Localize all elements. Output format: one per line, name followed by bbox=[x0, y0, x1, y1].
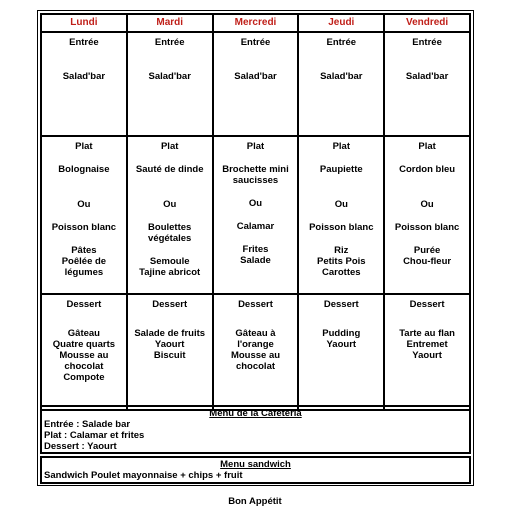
plat-side: Purée bbox=[413, 245, 441, 256]
entree-item: Salad'bar bbox=[234, 71, 277, 82]
plat-side: Carottes bbox=[322, 267, 361, 278]
plat-alt: Poisson blanc bbox=[394, 222, 460, 233]
plat-main: Sauté de dinde bbox=[135, 164, 204, 175]
plat-or: Ou bbox=[420, 199, 434, 210]
plat-cell-mardi bbox=[126, 135, 214, 295]
dessert-item: Salade de fruits bbox=[134, 328, 206, 339]
cafeteria-menu-box bbox=[40, 405, 471, 454]
plat-side: légumes bbox=[64, 267, 104, 278]
dessert-item: Pudding bbox=[322, 328, 361, 339]
sandwich-menu-line: Sandwich Poulet mayonnaise + chips + fruit bbox=[44, 470, 243, 481]
cafeteria-menu-title: Menu de la Cafétéria bbox=[209, 408, 302, 419]
sandwich-menu-title: Menu sandwich bbox=[220, 459, 291, 470]
weekly-menu-table bbox=[40, 13, 471, 411]
day-header-lundi: Lundi bbox=[40, 13, 128, 33]
plat-side: Petits Pois bbox=[317, 256, 366, 267]
dessert-heading: Dessert bbox=[66, 299, 102, 310]
plat-or: Ou bbox=[248, 198, 263, 209]
dessert-heading: Dessert bbox=[409, 299, 445, 310]
entree-cell-vendredi bbox=[383, 31, 471, 137]
day-header-mercredi: Mercredi bbox=[212, 13, 300, 33]
plat-alt: végétales bbox=[148, 233, 192, 244]
plat-alt: Boulettes bbox=[148, 222, 192, 233]
dessert-heading: Dessert bbox=[238, 299, 273, 310]
plat-main: Paupiette bbox=[319, 164, 363, 175]
plat-or: Ou bbox=[334, 199, 348, 210]
cafeteria-line-dessert: Dessert : Yaourt bbox=[44, 441, 117, 452]
dessert-item: Yaourt bbox=[154, 339, 185, 350]
dessert-heading: Dessert bbox=[323, 299, 359, 310]
dessert-item: Yaourt bbox=[412, 350, 442, 361]
plat-main: Bolognaise bbox=[58, 164, 110, 175]
dessert-item: Mousse au bbox=[230, 350, 281, 361]
dessert-cell-jeudi bbox=[297, 293, 385, 411]
dessert-cell-mercredi bbox=[212, 293, 300, 411]
day-header-jeudi: Jeudi bbox=[297, 13, 385, 33]
dessert-item: Entremet bbox=[406, 339, 448, 350]
plat-alt: Poisson blanc bbox=[309, 222, 374, 233]
plat-row bbox=[40, 135, 471, 295]
plat-side: Frites bbox=[242, 244, 269, 255]
plat-side: Chou-fleur bbox=[403, 256, 452, 267]
plat-cell-jeudi bbox=[297, 135, 385, 295]
dessert-cell-lundi bbox=[40, 293, 128, 411]
bon-appetit-footer: Bon Appétit bbox=[228, 496, 282, 507]
entree-item: Salad'bar bbox=[320, 71, 363, 82]
entree-heading: Entrée bbox=[240, 37, 271, 48]
plat-or: Ou bbox=[77, 199, 91, 210]
dessert-row bbox=[40, 293, 471, 411]
plat-heading: Plat bbox=[75, 141, 93, 152]
plat-side: Pâtes bbox=[71, 245, 97, 256]
plat-alt: Calamar bbox=[236, 221, 275, 232]
entree-heading: Entrée bbox=[412, 37, 442, 48]
plat-heading: Plat bbox=[160, 141, 179, 152]
day-header-vendredi: Vendredi bbox=[383, 13, 471, 33]
entree-item: Salad'bar bbox=[405, 71, 449, 82]
plat-side: Semoule bbox=[149, 256, 190, 267]
dessert-item: Gâteau bbox=[67, 328, 100, 339]
entree-cell-lundi bbox=[40, 31, 128, 137]
sandwich-menu-box bbox=[40, 456, 471, 484]
plat-heading: Plat bbox=[418, 141, 436, 152]
dessert-item: Mousse au bbox=[59, 350, 109, 361]
plat-side: Poêlée de bbox=[61, 256, 107, 267]
entree-item: Salad'bar bbox=[62, 71, 106, 82]
dessert-item: chocolat bbox=[235, 361, 276, 372]
entree-item: Salad'bar bbox=[148, 71, 191, 82]
plat-cell-mercredi bbox=[212, 135, 300, 295]
dessert-item: l'orange bbox=[237, 339, 274, 350]
entree-heading: Entrée bbox=[154, 37, 185, 48]
plat-main: Brochette mini bbox=[222, 164, 289, 175]
dessert-item: Biscuit bbox=[153, 350, 186, 361]
plat-heading: Plat bbox=[246, 141, 265, 152]
day-header-row bbox=[40, 13, 471, 33]
dessert-item: Quatre quarts bbox=[52, 339, 116, 350]
dessert-item: Yaourt bbox=[326, 339, 357, 350]
entree-heading: Entrée bbox=[69, 37, 99, 48]
plat-or: Ou bbox=[163, 199, 177, 210]
plat-main: Cordon bleu bbox=[399, 164, 456, 175]
entree-cell-mardi bbox=[126, 31, 214, 137]
plat-side: Riz bbox=[334, 245, 349, 256]
dessert-heading: Dessert bbox=[152, 299, 188, 310]
plat-cell-lundi bbox=[40, 135, 128, 295]
dessert-item: chocolat bbox=[64, 361, 104, 372]
entree-row bbox=[40, 31, 471, 137]
plat-side: Salade bbox=[240, 255, 271, 266]
cafeteria-line-plat: Plat : Calamar et frites bbox=[44, 430, 145, 441]
plat-cell-vendredi bbox=[383, 135, 471, 295]
dessert-item: Gâteau à bbox=[235, 328, 276, 339]
entree-cell-mercredi bbox=[212, 31, 300, 137]
plat-alt: Poisson blanc bbox=[51, 222, 117, 233]
plat-main: saucisses bbox=[232, 175, 279, 186]
day-header-mardi: Mardi bbox=[126, 13, 214, 33]
plat-heading: Plat bbox=[332, 141, 350, 152]
dessert-cell-vendredi bbox=[383, 293, 471, 411]
dessert-cell-mardi bbox=[126, 293, 214, 411]
cafeteria-line-entree: Entrée : Salade bar bbox=[44, 419, 131, 430]
dessert-item: Tarte au flan bbox=[399, 328, 455, 339]
plat-side: Tajine abricot bbox=[139, 267, 201, 278]
dessert-item: Compote bbox=[63, 372, 105, 383]
entree-cell-jeudi bbox=[297, 31, 385, 137]
entree-heading: Entrée bbox=[326, 37, 357, 48]
